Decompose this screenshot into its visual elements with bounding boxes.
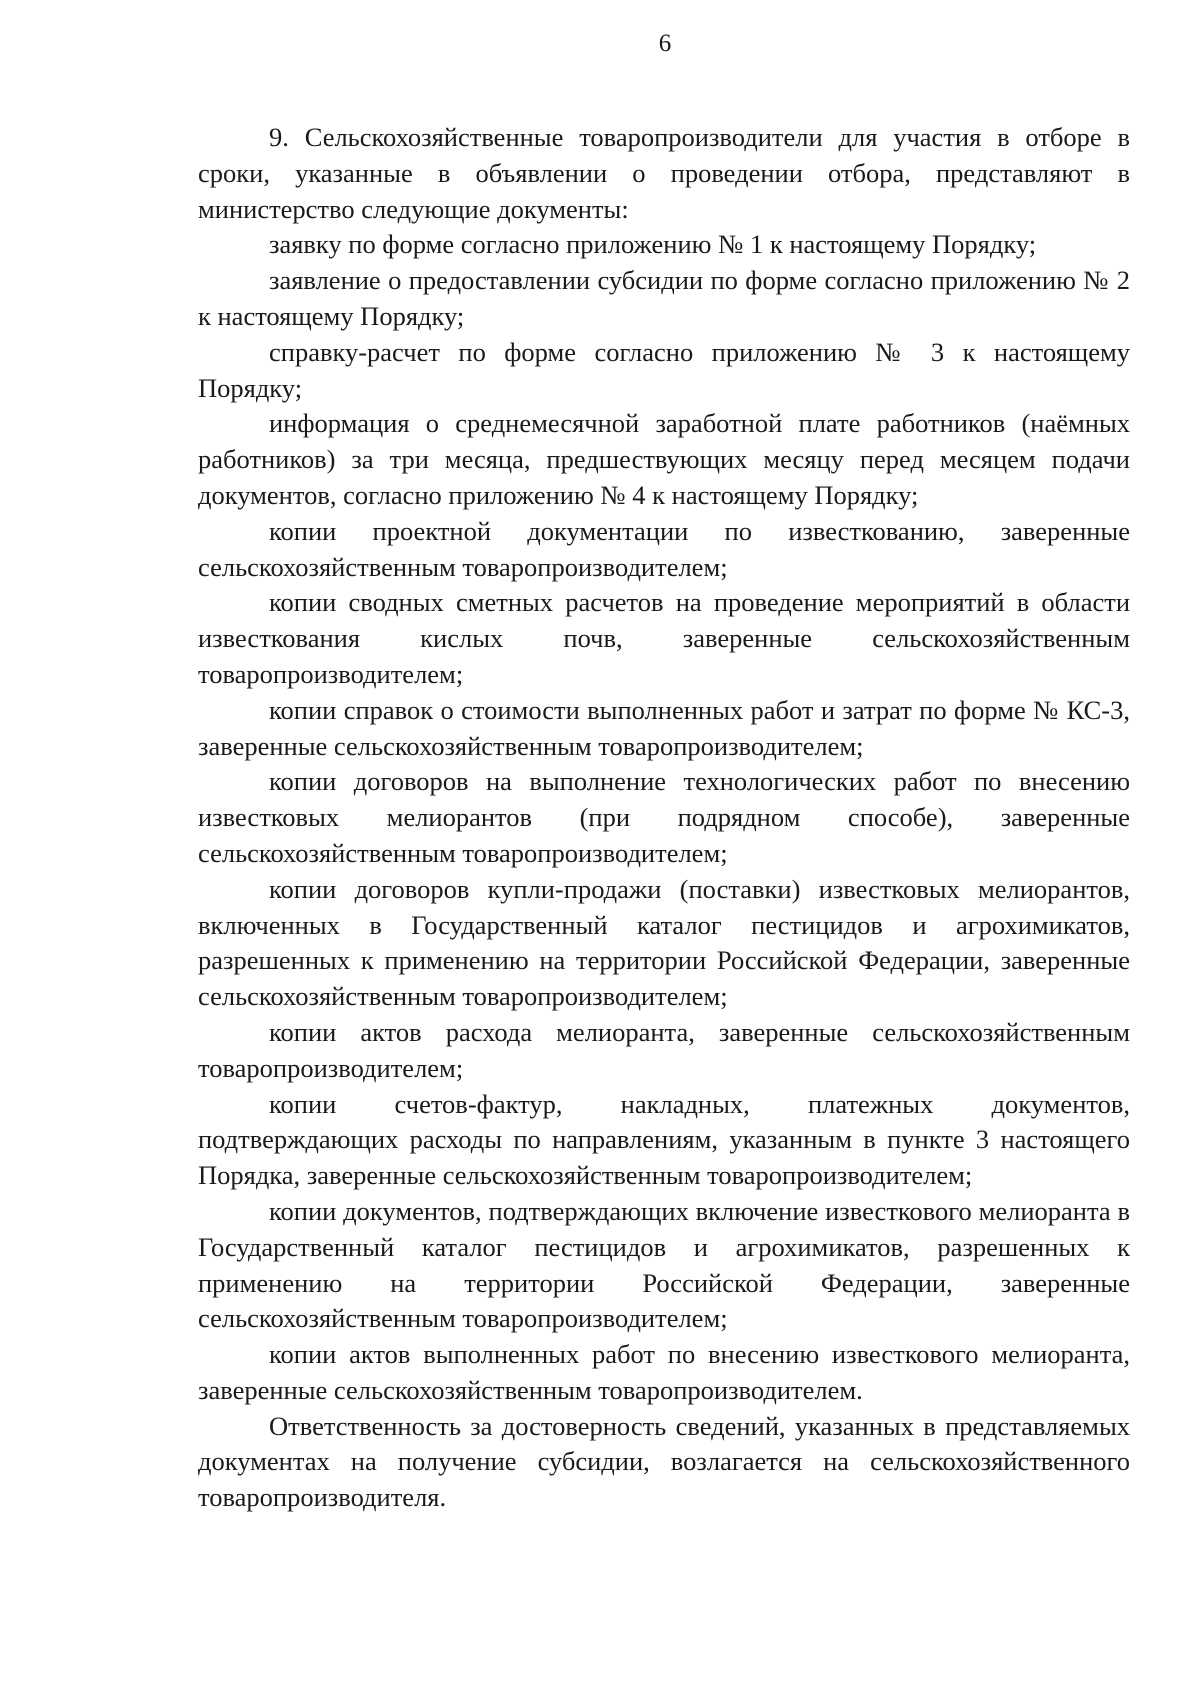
list-item: справку-расчет по форме согласно приложению № 3 к настоящему Порядку; [198,336,1130,403]
list-item: копии актов расхода мелиоранта, заверенные сельскохозяйственным товаропроизводителем; [198,1016,1130,1083]
paragraph-responsibility: Ответственность за достоверность сведений, указанных в представляемых документах на получение субсидии, возлагается на сельскохозяйственного товаропроизводителя. [198,1410,1130,1513]
list-item: заявление о предоставлении субсидии по форме согласно приложению № 2 к настоящему Порядку; [198,265,1130,331]
list-item: копии счетов-фактур, накладных, платежных документов, подтверждающих расходы по направлениям, указанным в пункте 3 настоящего Порядка, заверенные сельскохозяйственным товаропроизводителем; [198,1088,1130,1191]
list-item: копии договоров купли-продажи (поставки) известковых мелиорантов, включенных в Государственный каталог пестицидов и агрохимикатов, разрешенных к применению на территории Российской Федерации, заверенные сельскохозяйственным товаропроизводителем; [198,873,1130,1012]
list-item: копии документов, подтверждающих включение известкового мелиоранта в Государственный каталог пестицидов и агрохимикатов, разрешенных к применению на территории Российской Федерации, заверенные сельскохозяйственным товаропроизводителем; [198,1195,1130,1334]
list-item: копии договоров на выполнение технологических работ по внесению известковых мелиорантов (при подрядном способе), заверенные сельскохозяйственным товаропроизводителем; [198,766,1130,868]
document-body [198,120,1130,1516]
list-item: копии справок о стоимости выполненных работ и затрат по форме № КС-3, заверенные сельскохозяйственным товаропроизводителем; [198,694,1130,761]
list-item: копии сводных сметных расчетов на проведение мероприятий в области известкования кислых почв, заверенные сельскохозяйственным товаропроизводителем; [198,587,1130,689]
list-item: копии актов выполненных работ по внесению известкового мелиоранта, заверенные сельскохозяйственным товаропроизводителем. [198,1339,1130,1405]
list-item: копии проектной документации по известкованию, заверенные сельскохозяйственным товаропроизводителем; [198,515,1130,582]
paragraph-intro: 9. Сельскохозяйственные товаропроизводители для участия в отборе в сроки, указанные в объявлении о проведении отбора, представляют в министерство следующие документы: [198,122,1130,224]
page-number: 6 [658,30,672,57]
list-item: заявку по форме согласно приложению № 1 к настоящему Порядку; [269,229,1037,260]
list-item: информация о среднемесячной заработной плате работников (наёмных работников) за три месяца, предшествующих месяцу перед месяцем подачи документов, согласно приложению № 4 к настоящему Порядку; [198,408,1130,510]
